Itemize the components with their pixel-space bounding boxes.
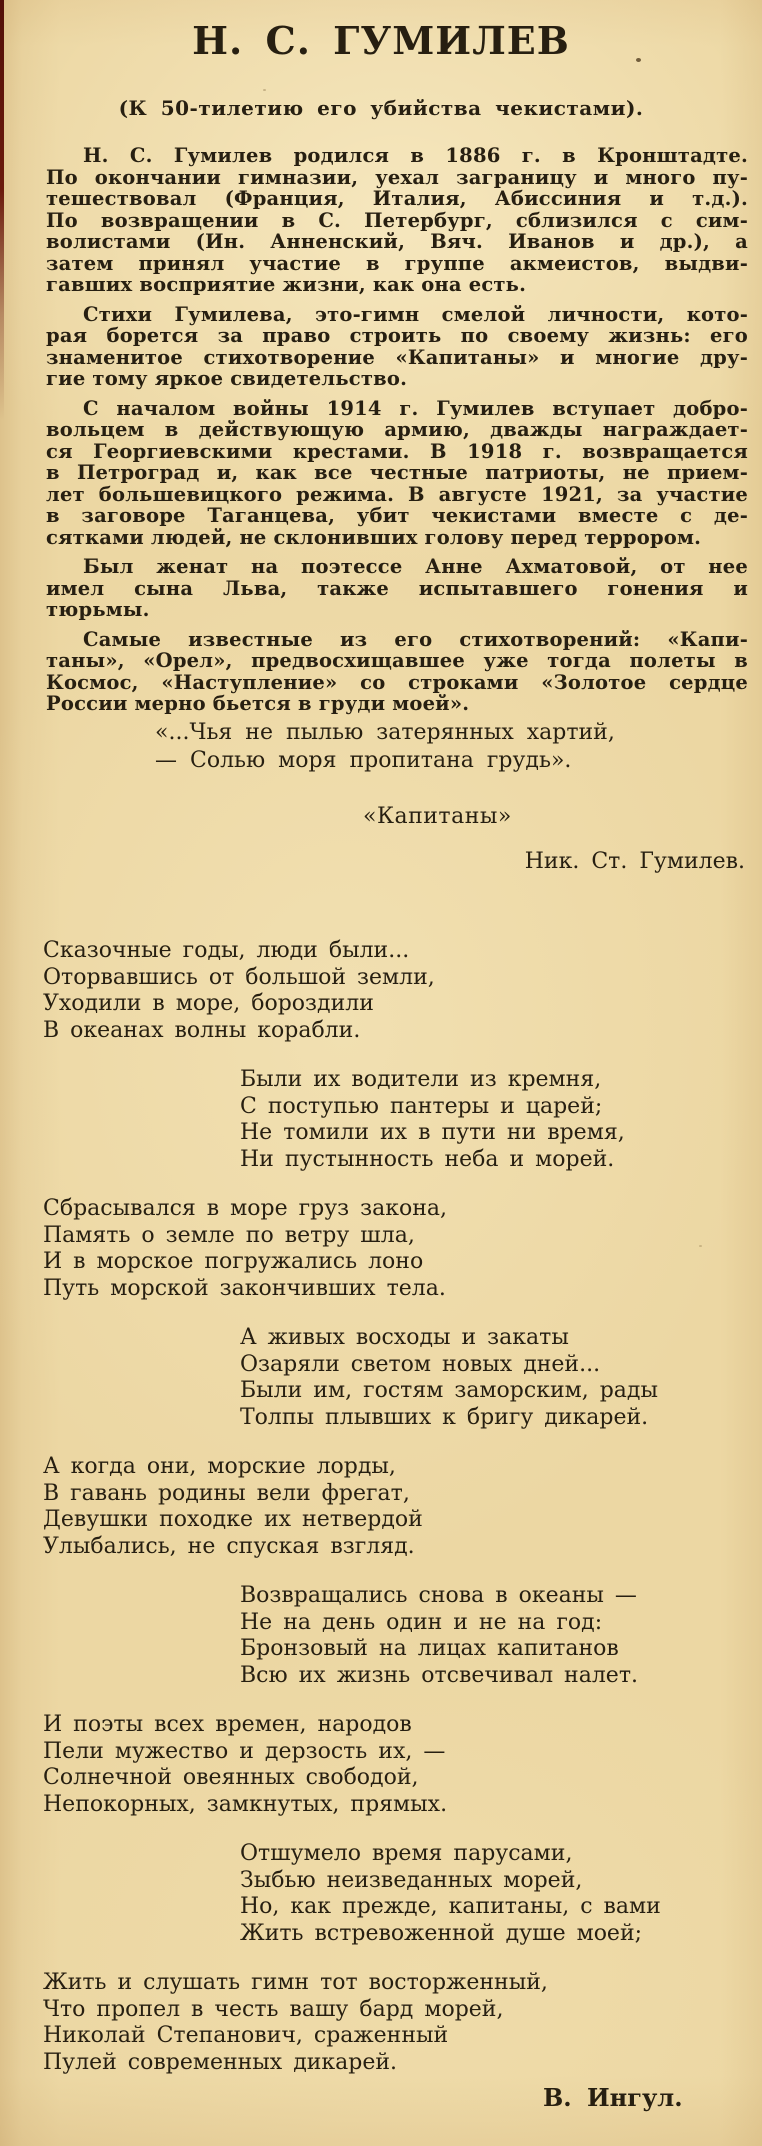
text-line: «...Чья не пылью затерянных хартий, xyxy=(155,720,615,745)
text-line: волистами (Ин. Анненский, Вяч. Иванов и др.), а xyxy=(46,230,748,253)
scan-edge-artifact xyxy=(0,0,4,420)
text-line: тюрьмы. xyxy=(46,598,150,621)
text-line: вольцем в действующую армию, дважды награждает- xyxy=(46,418,748,441)
poem-line: Отшумело время парусами, xyxy=(240,1841,573,1866)
paragraph xyxy=(46,556,748,621)
text-line: С началом войны 1914 г. Гумилев вступает добро- xyxy=(83,396,748,420)
poem-line: И поэты всех времен, народов xyxy=(43,1712,412,1737)
text-line: тешествовал (Франция, Италия, Абиссиния и т.д.). xyxy=(46,187,748,210)
poem-stanza xyxy=(43,938,743,1044)
poem-line: Память о земле по ветру шла, xyxy=(43,1222,415,1248)
text-line: сятками людей, не склонивших голову перед террором. xyxy=(46,525,702,549)
signature: В. Ингул. xyxy=(543,2083,683,2112)
text-line: имел сына Льва, также испытавшего гонения и xyxy=(46,576,748,600)
paragraph xyxy=(46,398,748,549)
poem-line: Непокорных, замкнутых, прямых. xyxy=(43,1791,448,1817)
poem-stanza xyxy=(43,1454,743,1560)
poem-line: Не на день один и не на год: xyxy=(240,1609,603,1635)
epigraph xyxy=(155,719,615,774)
text-line: ся Георгиевскими крестами. В 1918 г. возвращается xyxy=(46,439,748,463)
paragraph xyxy=(46,629,748,715)
poem-line: Пулей современных дикарей. xyxy=(43,2049,398,2075)
poem-stanza xyxy=(43,1196,743,1302)
poem-line: Но, как прежде, капитаны, с вами xyxy=(240,1894,661,1919)
poem-line: Николай Степанович, сраженный xyxy=(43,2023,449,2048)
poem-line: Улыбались, не спуская взгляд. xyxy=(43,1533,415,1559)
poem-stanza xyxy=(43,1970,743,2076)
text-line: лет большевицкого режима. В августе 1921, за участие xyxy=(46,482,748,506)
poem-line: А живых восходы и закаты xyxy=(240,1325,569,1350)
poem-line: Толпы плывших к бригу дикарей. xyxy=(240,1404,649,1430)
text-line: таны», «Орел», предвосхищавшее уже тогда полеты в xyxy=(46,649,748,672)
poem-line: Были им, гостям заморским, рады xyxy=(240,1378,658,1403)
poem-line: Сказочные годы, люди были... xyxy=(43,938,410,963)
poem-line: Возвращались снова в океаны — xyxy=(240,1583,637,1608)
page-title: Н. С. ГУМИЛЕВ xyxy=(192,18,570,63)
intro-paragraphs xyxy=(46,145,748,715)
paragraph xyxy=(46,145,748,296)
poem-line: Были их водители из кремня, xyxy=(240,1067,602,1092)
text-line: рая борется за право строить по своему жизнь: его xyxy=(46,324,748,347)
poem-line: Девушки походке их нетвердой xyxy=(43,1507,423,1532)
poem-line: Жить встревоженной душе моей; xyxy=(240,1920,643,1946)
poem-stanza xyxy=(240,1325,743,1431)
paragraph xyxy=(46,304,748,390)
poem-stanza xyxy=(240,1841,743,1947)
poem-line: Что пропел в честь вашу бард морей, xyxy=(43,1996,504,2022)
text-line: затем принял участие в группе акмеистов, выдви- xyxy=(46,251,748,275)
poem-line: И в морское погружались лоно xyxy=(43,1249,424,1274)
poem-line: Оторвавшись от большой земли, xyxy=(43,964,435,990)
text-line: в заговоре Таганцева, убит чекистами вместе с де- xyxy=(46,504,748,527)
poem-line: Не томили их в пути ни время, xyxy=(240,1120,625,1145)
poem-stanza xyxy=(240,1583,743,1689)
poem-line: Бронзовый на лицах капитанов xyxy=(240,1636,619,1661)
text-line: Космос, «Наступление» со строками «Золотое сердце xyxy=(46,670,748,694)
text-line: Самые известные из его стихотворений: «Капи- xyxy=(83,627,748,651)
text-line: Стихи Гумилева, это-гимн смелой личности, кото- xyxy=(83,302,748,326)
poem-stanzas xyxy=(43,938,743,2099)
poem-line: Жить и слушать гимн тот восторженный, xyxy=(43,1970,548,1995)
poem-title: «Капитаны» xyxy=(363,804,512,829)
text-line: Н. С. Гумилев родился в 1886 г. в Кронштадте. xyxy=(83,144,748,167)
poem-stanza xyxy=(240,1067,743,1173)
poem-line: Пели мужество и дерзость их, — xyxy=(43,1738,446,1764)
poem-author: Ник. Ст. Гумилев. xyxy=(524,849,745,874)
poem-line: Всю их жизнь отсвечивал налет. xyxy=(240,1662,638,1688)
poem-line: В океанах волны корабли. xyxy=(43,1017,361,1043)
poem-line: Ни пустынность неба и морей. xyxy=(240,1146,615,1172)
poem-line: В гавань родины вели фрегат, xyxy=(43,1480,410,1506)
text-line: — Солью моря пропитана грудь». xyxy=(155,747,572,773)
text-line: По возвращении в С. Петербург, сблизился с сим- xyxy=(46,208,748,232)
poem-line: С поступью пантеры и царей; xyxy=(240,1093,603,1119)
text-line: По окончании гимназии, уехал заграницу и много пу- xyxy=(46,165,748,189)
poem-line: Озаряли светом новых дней... xyxy=(240,1351,601,1377)
page-subtitle: (К 50-тилетию его убийства чекистами). xyxy=(118,96,644,120)
poem-line: Зыбью неизведанных морей, xyxy=(240,1867,583,1893)
poem-stanza xyxy=(43,1712,743,1818)
poem-line: А когда они, морские лорды, xyxy=(43,1454,396,1479)
poem-line: Уходили в море, бороздили xyxy=(43,991,374,1016)
text-line: Был женат на поэтессе Анне Ахматовой, от нее xyxy=(83,555,748,578)
poem-line: Сбрасывался в море груз закона, xyxy=(43,1196,448,1221)
text-line: гие тому яркое свидетельство. xyxy=(46,367,408,390)
text-line: гавших восприятие жизни, как она есть. xyxy=(46,273,527,296)
text-line: в Петроград и, как все честные патриоты, не прием- xyxy=(46,461,748,484)
poem-line: Путь морской закончивших тела. xyxy=(43,1275,446,1301)
poem-line: Солнечной овеянных свободой, xyxy=(43,1765,419,1790)
text-line: знаменитое стихотворение «Капитаны» и многие дру- xyxy=(46,345,748,369)
text-line: России мерно бьется в груди моей». xyxy=(46,692,470,715)
